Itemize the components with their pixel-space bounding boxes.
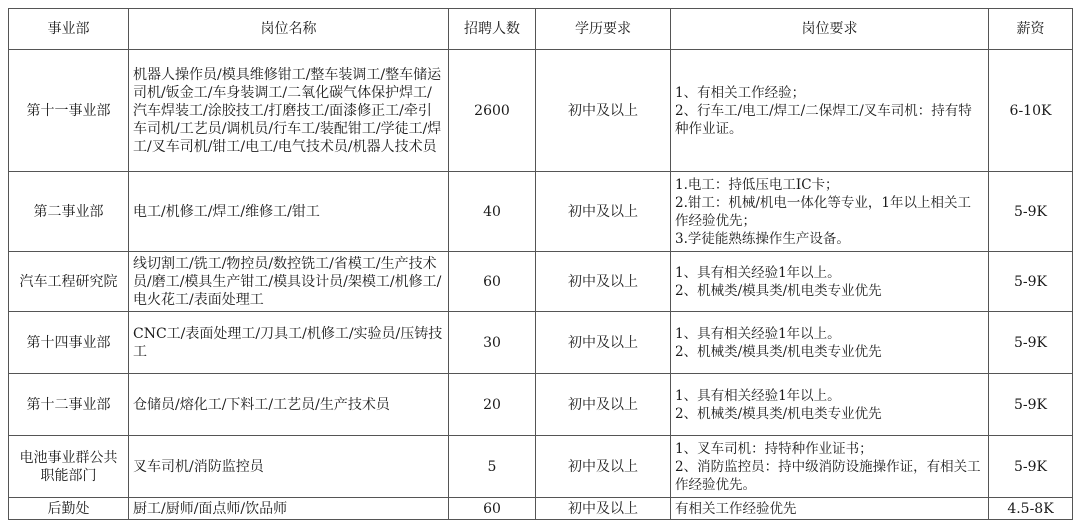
requirements-cell: 1、有相关工作经验； 2、行车工/电工/焊工/二保焊工/叉车司机：持有特种作业证。 bbox=[671, 50, 989, 172]
salary-cell: 5-9K bbox=[989, 312, 1073, 374]
count-cell: 40 bbox=[449, 172, 536, 252]
education-cell: 初中及以上 bbox=[536, 312, 671, 374]
salary-cell: 5-9K bbox=[989, 436, 1073, 498]
education-cell: 初中及以上 bbox=[536, 50, 671, 172]
dept-cell: 后勤处 bbox=[9, 498, 129, 520]
position-cell: 机器人操作员/模具维修钳工/整车装调工/整车储运司机/钣金工/车身装调工/二氧化碳气体保护焊工/汽车焊装工/涂胶技工/打磨技工/面漆修正工/牵引车司机/工艺员/调机员/行车工/装配钳工/学徒工/焊工/叉车司机/钳工/电工/电气技术员/机器人技术员 bbox=[129, 50, 449, 172]
requirements-cell: 1.电工：持低压电工IC卡； 2.钳工：机械/机电一体化等专业，1年以上相关工作经验优先； 3.学徒能熟练操作生产设备。 bbox=[671, 172, 989, 252]
education-cell: 初中及以上 bbox=[536, 252, 671, 312]
education-cell: 初中及以上 bbox=[536, 374, 671, 436]
position-cell: 厨工/厨师/面点师/饮品师 bbox=[129, 498, 449, 520]
table-row bbox=[9, 172, 1073, 252]
table-row bbox=[9, 436, 1073, 498]
requirements-cell: 1、具有相关经验1年以上。 2、机械类/模具类/机电类专业优先 bbox=[671, 312, 989, 374]
header-salary: 薪资 bbox=[989, 9, 1073, 50]
table-row bbox=[9, 50, 1073, 172]
table-row bbox=[9, 252, 1073, 312]
count-cell: 5 bbox=[449, 436, 536, 498]
header-row bbox=[9, 9, 1073, 50]
count-cell: 2600 bbox=[449, 50, 536, 172]
position-cell: CNC工/表面处理工/刀具工/机修工/实验员/压铸技工 bbox=[129, 312, 449, 374]
count-cell: 60 bbox=[449, 252, 536, 312]
dept-cell: 电池事业群公共职能部门 bbox=[9, 436, 129, 498]
salary-cell: 5-9K bbox=[989, 374, 1073, 436]
dept-cell: 第十二事业部 bbox=[9, 374, 129, 436]
education-cell: 初中及以上 bbox=[536, 498, 671, 520]
education-cell: 初中及以上 bbox=[536, 172, 671, 252]
header-position: 岗位名称 bbox=[129, 9, 449, 50]
count-cell: 60 bbox=[449, 498, 536, 520]
salary-cell: 5-9K bbox=[989, 172, 1073, 252]
header-requirements: 岗位要求 bbox=[671, 9, 989, 50]
header-dept: 事业部 bbox=[9, 9, 129, 50]
table-row bbox=[9, 374, 1073, 436]
count-cell: 20 bbox=[449, 374, 536, 436]
requirements-cell: 1、叉车司机：持特种作业证书； 2、消防监控员：持中级消防设施操作证，有相关工作经验优先。 bbox=[671, 436, 989, 498]
header-education: 学历要求 bbox=[536, 9, 671, 50]
salary-cell: 6-10K bbox=[989, 50, 1073, 172]
requirements-cell: 有相关工作经验优先 bbox=[671, 498, 989, 520]
position-cell: 仓储员/熔化工/下料工/工艺员/生产技术员 bbox=[129, 374, 449, 436]
table-row bbox=[9, 312, 1073, 374]
requirements-cell: 1、具有相关经验1年以上。 2、机械类/模具类/机电类专业优先 bbox=[671, 374, 989, 436]
salary-cell: 4.5-8K bbox=[989, 498, 1073, 520]
table-row bbox=[9, 498, 1073, 520]
position-cell: 电工/机修工/焊工/维修工/钳工 bbox=[129, 172, 449, 252]
dept-cell: 第二事业部 bbox=[9, 172, 129, 252]
education-cell: 初中及以上 bbox=[536, 436, 671, 498]
position-cell: 叉车司机/消防监控员 bbox=[129, 436, 449, 498]
dept-cell: 第十四事业部 bbox=[9, 312, 129, 374]
count-cell: 30 bbox=[449, 312, 536, 374]
salary-cell: 5-9K bbox=[989, 252, 1073, 312]
recruitment-table bbox=[8, 8, 1073, 520]
dept-cell: 汽车工程研究院 bbox=[9, 252, 129, 312]
position-cell: 线切割工/铣工/物控员/数控铣工/省模工/生产技术员/磨工/模具生产钳工/模具设计员/架模工/机修工/电火花工/表面处理工 bbox=[129, 252, 449, 312]
requirements-cell: 1、具有相关经验1年以上。 2、机械类/模具类/机电类专业优先 bbox=[671, 252, 989, 312]
dept-cell: 第十一事业部 bbox=[9, 50, 129, 172]
header-count: 招聘人数 bbox=[449, 9, 536, 50]
